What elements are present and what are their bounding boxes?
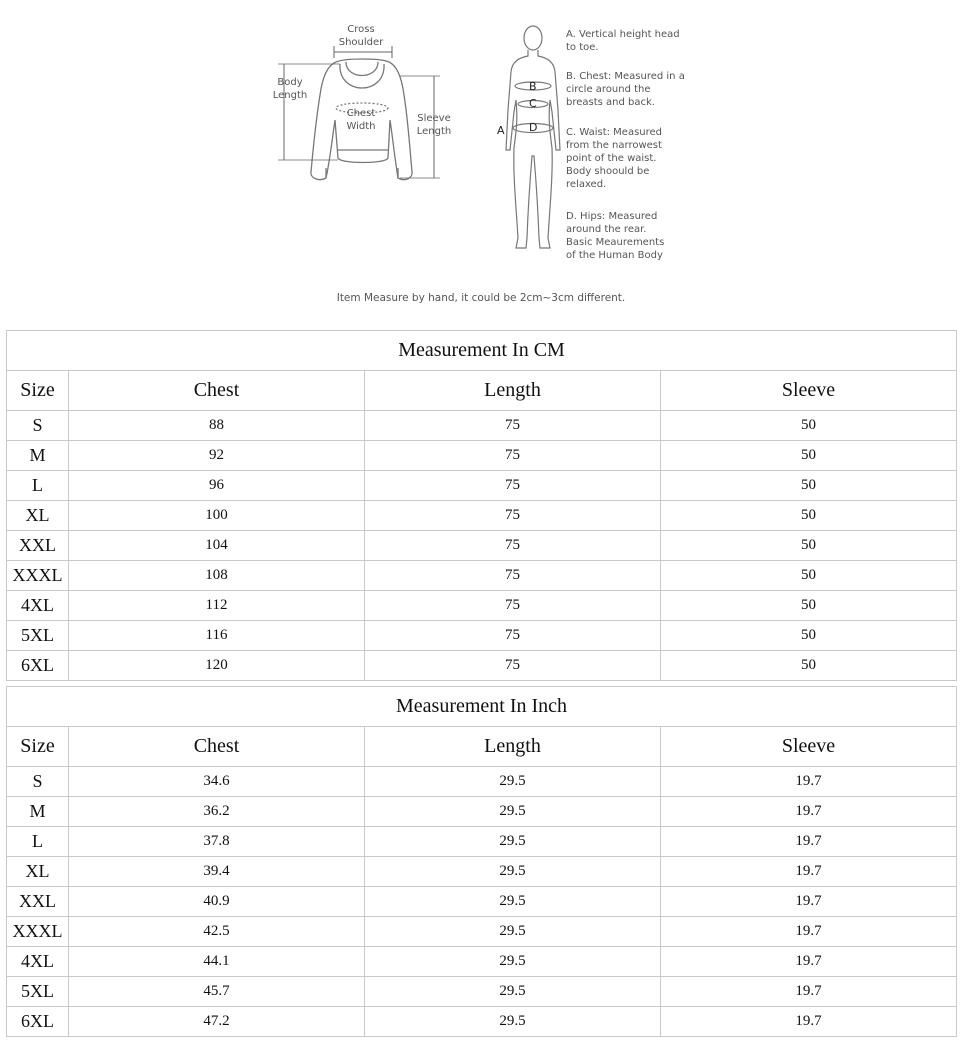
chest-cell: 36.2 bbox=[69, 797, 365, 827]
chest-cell: 40.9 bbox=[69, 887, 365, 917]
sleeve-cell: 19.7 bbox=[661, 767, 957, 797]
size-cell: XXXL bbox=[7, 561, 69, 591]
length-cell: 29.5 bbox=[365, 797, 661, 827]
table-title: Measurement In CM bbox=[7, 331, 957, 371]
size-cell: XXL bbox=[7, 887, 69, 917]
body-length-label: Body Length bbox=[272, 77, 308, 101]
measure-by-hand-note: Item Measure by hand, it could be 2cm~3cm different. bbox=[336, 292, 626, 304]
size-table-cm bbox=[6, 330, 957, 681]
chest-cell: 112 bbox=[69, 591, 365, 621]
chest-cell: 45.7 bbox=[69, 977, 365, 1007]
size-cell: XXL bbox=[7, 531, 69, 561]
measurement-diagram bbox=[0, 0, 962, 320]
sleeve-cell: 19.7 bbox=[661, 917, 957, 947]
header-size: Size bbox=[7, 371, 69, 411]
sleeve-cell: 50 bbox=[661, 591, 957, 621]
table-row bbox=[7, 591, 957, 621]
length-cell: 29.5 bbox=[365, 977, 661, 1007]
human-body-illustration bbox=[506, 26, 560, 248]
chest-cell: 108 bbox=[69, 561, 365, 591]
chest-cell: 47.2 bbox=[69, 1007, 365, 1037]
length-cell: 75 bbox=[365, 411, 661, 441]
length-cell: 75 bbox=[365, 651, 661, 681]
table-row bbox=[7, 977, 957, 1007]
chest-width-label: Chest Width bbox=[346, 108, 376, 132]
table-row bbox=[7, 827, 957, 857]
note-chest: B. Chest: Measured in a circle around the breasts and back. bbox=[566, 71, 685, 108]
table-header-row bbox=[7, 727, 957, 767]
sleeve-cell: 50 bbox=[661, 621, 957, 651]
table-row bbox=[7, 767, 957, 797]
chest-cell: 39.4 bbox=[69, 857, 365, 887]
table-row bbox=[7, 411, 957, 441]
size-cell: M bbox=[7, 441, 69, 471]
table-title-row bbox=[7, 331, 957, 371]
length-cell: 75 bbox=[365, 501, 661, 531]
table-row bbox=[7, 471, 957, 501]
header-size: Size bbox=[7, 727, 69, 767]
chest-cell: 104 bbox=[69, 531, 365, 561]
length-cell: 29.5 bbox=[365, 857, 661, 887]
size-table-inch bbox=[6, 686, 957, 1037]
sleeve-cell: 50 bbox=[661, 471, 957, 501]
sleeve-cell: 19.7 bbox=[661, 947, 957, 977]
size-cell: L bbox=[7, 827, 69, 857]
table-row bbox=[7, 651, 957, 681]
chest-cell: 92 bbox=[69, 441, 365, 471]
sleeve-cell: 50 bbox=[661, 441, 957, 471]
table-row bbox=[7, 857, 957, 887]
length-cell: 75 bbox=[365, 591, 661, 621]
table-row bbox=[7, 947, 957, 977]
sleeve-cell: 19.7 bbox=[661, 797, 957, 827]
size-cell: S bbox=[7, 767, 69, 797]
body-letter-b: B bbox=[529, 80, 537, 93]
length-cell: 29.5 bbox=[365, 827, 661, 857]
table-row bbox=[7, 531, 957, 561]
table-row bbox=[7, 501, 957, 531]
table-row bbox=[7, 441, 957, 471]
sleeve-length-label: Sleeve Length bbox=[416, 113, 452, 137]
chest-cell: 100 bbox=[69, 501, 365, 531]
body-letter-c: C bbox=[529, 97, 537, 110]
table-row bbox=[7, 917, 957, 947]
sleeve-cell: 50 bbox=[661, 561, 957, 591]
body-letter-d: D bbox=[529, 121, 538, 134]
size-cell: XL bbox=[7, 857, 69, 887]
size-cell: 4XL bbox=[7, 947, 69, 977]
size-cell: 6XL bbox=[7, 1007, 69, 1037]
table-row bbox=[7, 1007, 957, 1037]
sleeve-cell: 19.7 bbox=[661, 887, 957, 917]
size-cell: S bbox=[7, 411, 69, 441]
size-cell: 6XL bbox=[7, 651, 69, 681]
chest-cell: 116 bbox=[69, 621, 365, 651]
chest-cell: 42.5 bbox=[69, 917, 365, 947]
chest-cell: 34.6 bbox=[69, 767, 365, 797]
note-hips: D. Hips: Measured around the rear. Basic Meaurements of the Human Body bbox=[566, 211, 665, 261]
size-cell: XL bbox=[7, 501, 69, 531]
header-chest: Chest bbox=[69, 727, 365, 767]
size-cell: XXXL bbox=[7, 917, 69, 947]
length-cell: 75 bbox=[365, 441, 661, 471]
chest-cell: 88 bbox=[69, 411, 365, 441]
length-cell: 75 bbox=[365, 531, 661, 561]
sleeve-cell: 19.7 bbox=[661, 857, 957, 887]
sleeve-cell: 19.7 bbox=[661, 1007, 957, 1037]
header-length: Length bbox=[365, 727, 661, 767]
table-row bbox=[7, 887, 957, 917]
chest-cell: 96 bbox=[69, 471, 365, 501]
chest-cell: 37.8 bbox=[69, 827, 365, 857]
sleeve-cell: 19.7 bbox=[661, 977, 957, 1007]
size-cell: 5XL bbox=[7, 977, 69, 1007]
table-row bbox=[7, 561, 957, 591]
length-cell: 75 bbox=[365, 561, 661, 591]
length-cell: 29.5 bbox=[365, 1007, 661, 1037]
length-cell: 29.5 bbox=[365, 767, 661, 797]
table-header-row bbox=[7, 371, 957, 411]
sleeve-cell: 50 bbox=[661, 531, 957, 561]
note-waist: C. Waist: Measured from the narrowest point of the waist. Body shoould be relaxed. bbox=[566, 127, 663, 190]
size-cell: 5XL bbox=[7, 621, 69, 651]
length-cell: 75 bbox=[365, 471, 661, 501]
header-sleeve: Sleeve bbox=[661, 371, 957, 411]
sleeve-cell: 50 bbox=[661, 411, 957, 441]
table-title: Measurement In Inch bbox=[7, 687, 957, 727]
sleeve-cell: 50 bbox=[661, 651, 957, 681]
chest-cell: 120 bbox=[69, 651, 365, 681]
sweater-and-body-illustration bbox=[0, 0, 962, 290]
table-row bbox=[7, 797, 957, 827]
length-cell: 75 bbox=[365, 621, 661, 651]
header-length: Length bbox=[365, 371, 661, 411]
length-cell: 29.5 bbox=[365, 917, 661, 947]
length-cell: 29.5 bbox=[365, 947, 661, 977]
table-title-row bbox=[7, 687, 957, 727]
note-vertical-height: A. Vertical height head to toe. bbox=[566, 29, 680, 53]
table-row bbox=[7, 621, 957, 651]
length-cell: 29.5 bbox=[365, 887, 661, 917]
sleeve-cell: 50 bbox=[661, 501, 957, 531]
header-sleeve: Sleeve bbox=[661, 727, 957, 767]
sleeve-cell: 19.7 bbox=[661, 827, 957, 857]
size-cell: M bbox=[7, 797, 69, 827]
body-letter-a: A bbox=[497, 124, 505, 137]
header-chest: Chest bbox=[69, 371, 365, 411]
cross-shoulder-label: Cross Shoulder bbox=[338, 24, 384, 48]
size-cell: L bbox=[7, 471, 69, 501]
size-cell: 4XL bbox=[7, 591, 69, 621]
chest-cell: 44.1 bbox=[69, 947, 365, 977]
